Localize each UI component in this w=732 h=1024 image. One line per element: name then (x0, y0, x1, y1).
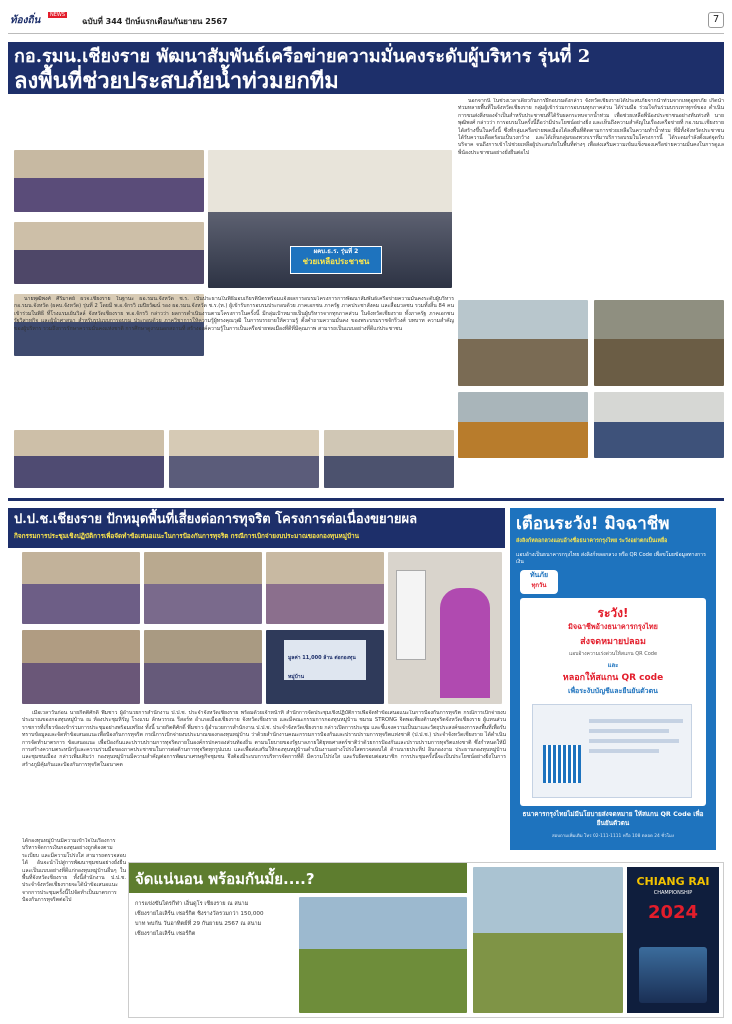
bottom-photo-3 (324, 430, 454, 488)
story2-headline-banner (8, 508, 505, 548)
group-photo-sign: ผคบ.ธ.ร. รุ่นที่ 2 ช่วยเหลือประชาชน (290, 246, 382, 274)
bottom-photo-1 (14, 430, 164, 488)
bottom-photo-2 (169, 430, 319, 488)
story1-title-line1: กอ.รมน.เชียงราย พัฒนาสัมพันธ์เครือข่ายความมั่นคงระดับผู้บริหาร รุ่นที่ 2 (14, 46, 591, 67)
masthead-logo[interactable]: ท้องถิ่น (10, 14, 41, 26)
story1-headline-banner (8, 42, 724, 94)
ad-footer: สอบถามเพิ่มเติม โทร 02-111-1111 หรือ 108 ตลอด 24 ชั่วโมง (551, 834, 675, 839)
meeting-photo-3 (266, 552, 384, 624)
meeting-photo-1 (22, 552, 140, 624)
page-number: 7 (708, 12, 724, 28)
race-field-photo (473, 867, 623, 1013)
fake-letter-image (532, 704, 692, 798)
race-event-ad[interactable] (128, 862, 724, 1018)
meeting-photo-speaker (388, 552, 502, 704)
flood-photo-house (458, 300, 588, 386)
race-poster: CHIANG RAI CHAMPIONSHIP 2024 (627, 867, 719, 1013)
story2-subtitle: กิจกรรมการประชุมเชิงปฏิบัติการเพื่อจัดทำข้อเสนอแนะในการป้องกันการทุจริต กรณีการเบิกจ่ายงบประมาณของกองทุนหมู่บ้าน (14, 532, 359, 540)
story1-title-line2: ลงพื้นที่ช่วยประสบภัยน้ำท่วมยกทีม (14, 68, 339, 94)
ad-card: ระวัง! มิจฉาชีพอ้างธนาคารกรุงไทย ส่งจดหมายปลอม แอบอ้างความเร่งด่วนให้สแกน QR Code และ หลอกให้สแกน QR code เพื่อระงับบัญชีและยืนยันตัวตน (520, 598, 706, 806)
meeting-photo-2 (144, 552, 262, 624)
page-header (8, 8, 724, 34)
story2-body-continued: ได้กองทุนหมู่บ้านมีความเข้าใจในเรื่องการบริหารจัดการเงินกองทุนอย่างถูกต้องตามระเบียบ และมีความโปร่งใส สามารถตรวจสอบได้ อันจะนำไปสู่การพัฒนาชุมชนอย่างยั่งยืน และเป็นแบบอย่างที่ดีแก่กองทุนหมู่บ้านอื่นๆ ในพื้นที่จังหวัดเชียงราย ทั้งนี้สำนักงาน ป.ป.ช. ประจำจังหวัดเชียงรายจะได้นำข้อเสนอแนะจากการประชุมครั้งนี้ไปจัดทำเป็นมาตรการป้องกันการทุจริตต่อไป (22, 838, 126, 904)
story1-flood-photos (458, 300, 724, 490)
logo-subtag: NEWS (50, 12, 66, 18)
bank-scam-ad[interactable] (510, 508, 716, 850)
story1-group-photo (208, 150, 452, 288)
story2-photo-grid (22, 552, 502, 704)
section-divider (8, 498, 724, 501)
meeting-photo-4 (22, 630, 140, 704)
ad-subline-2: แอบอ้างเป็นธนาคารกรุงไทย ส่งลิงก์หลอกลวง หรือ QR Code เพื่อขโมยข้อมูลทางการเงิน (516, 552, 706, 565)
ad-heading: เตือนระวัง! มิจฉาชีพ (516, 514, 670, 534)
flood-photo-volunteers (458, 392, 588, 458)
qr-code-icon (543, 745, 581, 783)
card-warning-title: ระวัง! (597, 606, 629, 620)
flood-photo-rescue-boat (594, 300, 724, 386)
story1-column-left: นายพุฒิพงศ์ ศิริมาตย์ ผวจ.เชียงราย ในฐานะ ผอ.รมน.จังหวัด ช.ร. เป็นประธานในพิธีมอบเกียรติบัตรพร้อมแจ้งผลการอบรมโครงการการพัฒนาสัมพันธ์เครือข่ายความมั่นคงระดับผู้บริหาร กอ.รมน.จังหวัด (ผคบ.จังหวัด) รุ่นที่ 2 โดยมี พ.อ.จักรวิ เมปิยวัฒน์ รอง ผอ.รมน.จังหวัด ช.ร.(ท.) ผู้เข้ารับการอบรมประกอบด้วย ภาคเอกชน ภาครัฐ ภาคประชาสังคม และสื่อมวลชน รวมทั้งสิ้น 84 คน เข้าร่วมในพิธี ที่โรงแรมเย้นวิลล์ จังหวัดเชียงราย พ.อ.จักรวิ กล่าวว่า ผลการดำเนินงานตามโครงการในครั้งนี้ มีกลุ่มเป้าหมายเป็นผู้บริหารจากทุกภาคส่วน ในจังหวัดเชียงราย ทั้งภาครัฐ ภาคเอกชน รัฐวิสาหกิจ และผู้นำศาสนา สำหรับรูปแบบการอบรม ประกอบด้วย ภาควิชาการให้ความรู้ผู้ทรงคุณวุฒิ ในการบรรยายให้ความรู้ ตั้งคำถามความมั่นคง ของพระบรมราชจักรีวงศ์ บทบาท ความสำคัญของผู้บริหาร รวมถึงการรักษาความมั่นคงแห่งชาติ การศึกษาดูงานนอกสถานที่ สร้างองค์ความรู้ในการเป็นเครือข่ายพลเมืองที่ดีที่มีคุณภาพ สามารถเป็นแบบอย่างที่ดีแก่ประชาชน (14, 296, 454, 332)
story1-photo-ceremony-2 (14, 222, 204, 284)
flood-photo-supplies (594, 392, 724, 458)
meeting-photo-projector (266, 630, 384, 704)
projector-screen: มูลค่า 11,000 ล้าน ต่อกองทุนหมู่บ้าน (284, 640, 366, 680)
story2-title: ป.ป.ช.เชียงราย ปักหมุดพื้นที่เสี่ยงต่อการทุจริต โครงการต่อเนื่องขยายผล (14, 512, 418, 527)
race-track-photo (299, 897, 467, 1013)
race-ad-heading: จัดแน่นอน พร้อมกันมั้ย....? (129, 863, 467, 893)
race-ad-text: การแข่งขันไตรกีฬา เอ็นดูโร เชียงราย ณ สนาม เชียงรายไอเลิร์น เชอร์กิต ชิงรางวัลรวมกว่า 150,000 บาท พบกัน วันอาทิตย์ที่ 29 กันยายน 2567 ณ สนาม เชียงรายไอเลิร์น เชอร์กิต (135, 901, 264, 937)
issue-info: ฉบับที่ 344 ปักษ์แรกเดือนกันยายน 2567 (82, 17, 228, 26)
ad-warning-bar: ธนาคารกรุงไทยไม่มีนโยบายส่งจดหมาย ให้สแกน QR Code เพื่อยืนยันตัวตน (522, 810, 704, 827)
story2-body: เมื่อเวลาวันก่อน นายกิตติศักดิ์ พึ่มชาว ผู้อำนวยการสำนักงาน ป.ป.ช. ประจำจังหวัดเชียงราย พร้อมด้วยเจ้าหน้าที่ สำนักการจัดประชุมเชิงปฏิบัติการเพื่อจัดทำข้อเสนอแนะในการป้องกันการทุจริต กรณีการเบิกจ่ายงบประมาณของกองทุนหมู่บ้าน ณ ห้องประชุมหิรัญ โรงแรม ลักษวรรณ รีสอร์ท อำเภอเมืองเชียงราย จังหวัดเชียงราย และมีคณะกรรมการกองทุนหมู่บ้าน ชมรม STRONG จิตพอเพียงต้านทุจริตจังหวัดเชียงราย ผู้แทนส่วนราชการที่เกี่ยวข้องเข้าร่วมการประชุมอย่างพร้อมเพรียง ทั้งนี้ นายกิตติศักดิ์ พึ่มชาว ผู้อำนวยการสำนักงาน ป.ป.ช. ประจำจังหวัดเชียงราย กล่าวเปิดการประชุม และชี้แจงความเป็นมาและวัตถุประสงค์ของการลงพื้นที่เพื่อรับทราบข้อมูลและจัดทำข้อเสนอแนะเพื่อป้องกันการทุจริต กรณีการเบิกจ่ายงบประมาณของกองทุนหมู่บ้าน ว่าด้วยสำนักงานคณะกรรมการป้องกันและปราบปรามการทุจริตแห่งชาติ (ป.ป.ช.) ประจำจังหวัดเชียงราย ได้ดำเนินการจัดทำมาตรการ ข้อเสนอแนะ เพื่อป้องกันและปราบปรามการทุจริตภายในองค์กรปกครองส่วนท้องถิ่น ตามนโยบายของรัฐบาลภายใต้ยุทธศาสตร์ชาติว่าด้วยการป้องกันและปราบปรามการทุจริตแห่งชาติ ซึ่งกำหนดให้มีการสร้างความตระหนักรู้และความร่วมมือของภาคประชาชนในการต่อต้านการทุจริตทุกรูปแบบ และเพื่อส่งเสริมให้กองทุนหมู่บ้านดำเนินงานอย่างโปร่งใสตรวจสอบได้ ด้านนายประทีป อินกองงาม ประธานกองทุนหมู่บ้านและชุมชนเมือง กล่าวเพิ่มเติมว่า กองทุนหมู่บ้านมีความสำคัญต่อการพัฒนาเศรษฐกิจชุมชน จึงต้องมีระบบการบริหารจัดการที่ดี มีความโปร่งใส และรับผิดชอบต่อสมาชิก การประชุมครั้งนี้จะเป็นประโยชน์อย่างยิ่งในการสร้างภูมิคุ้มกันและป้องกันการทุจริตในอนาคต (22, 710, 506, 768)
ad-subline-1: ส่งลิงก์หลอกลวงแอบอ้างชื่อธนาคารกรุงไทย ระวังอย่าตกเป็นเหยื่อ (516, 538, 668, 544)
meeting-photo-5 (144, 630, 262, 704)
story1-column-right: นอกจากนี้ ในช่วงเวลาเดียวกันการฝึกอบรมดังกล่าว จังหวัดเชียงรายได้ประสบภัยจากน้ำท่วมจากเหตุอุทกภัย เกิดน้ำท่วมหลายพื้นที่ในจังหวัดเชียงราย กลุ่มผู้เข้าร่วมการอบรมทุกภาคส่วน ได้ร่วมมือ ร่วมใจกันร่วมบรรเทาทุกข์ของ ดำเนินการขนส่งสิ่งของจำเป็นสำหรับประชาชนที่ได้รับผลกระทบจากน้ำท่วม เพื่อช่วยเหลือพี่น้องประชาชนอย่างทันท่วงที นายพุฒิพงศ์ กล่าวว่า การอบรมในครั้งนี้ถือว่ามีประโยชน์อย่างยิ่ง และเห็นถึงความสำคัญในเรื่องเครือข่ายที่ กอ.รมน.เชียงราย ได้สร้างขึ้นในครั้งนี้ ซึ่งที่กลุ่มเครือข่ายพลเมืองได้ลงพื้นที่ติดตามการช่วยเหลือในความทำน้ำท่วม ที่มีทั้งจังหวัดประชาชนได้รับความเดือดร้อนเป็นวงกว้าง และได้เห็นกลุ่มของพวกเราที่มาบริการอบรมในโครงการนี้ ได้ระดมกำลังตั้งแต่จุดรับบริจาค จนถึงการเข้าไปช่วยเหลือผู้ประสบภัยในพื้นที่ต่างๆ เพื่อส่งเสริมความเข้มแข็งของเครือข่ายความมั่นคงในการดูแลพี่น้องประชาชนอย่างยั่งยืนต่อไป (458, 98, 724, 156)
ad-badge: ทันภัย ทุกวัน (520, 570, 558, 594)
story1-photo-ceremony-1 (14, 150, 204, 212)
story1-bottom-photos (14, 430, 454, 488)
